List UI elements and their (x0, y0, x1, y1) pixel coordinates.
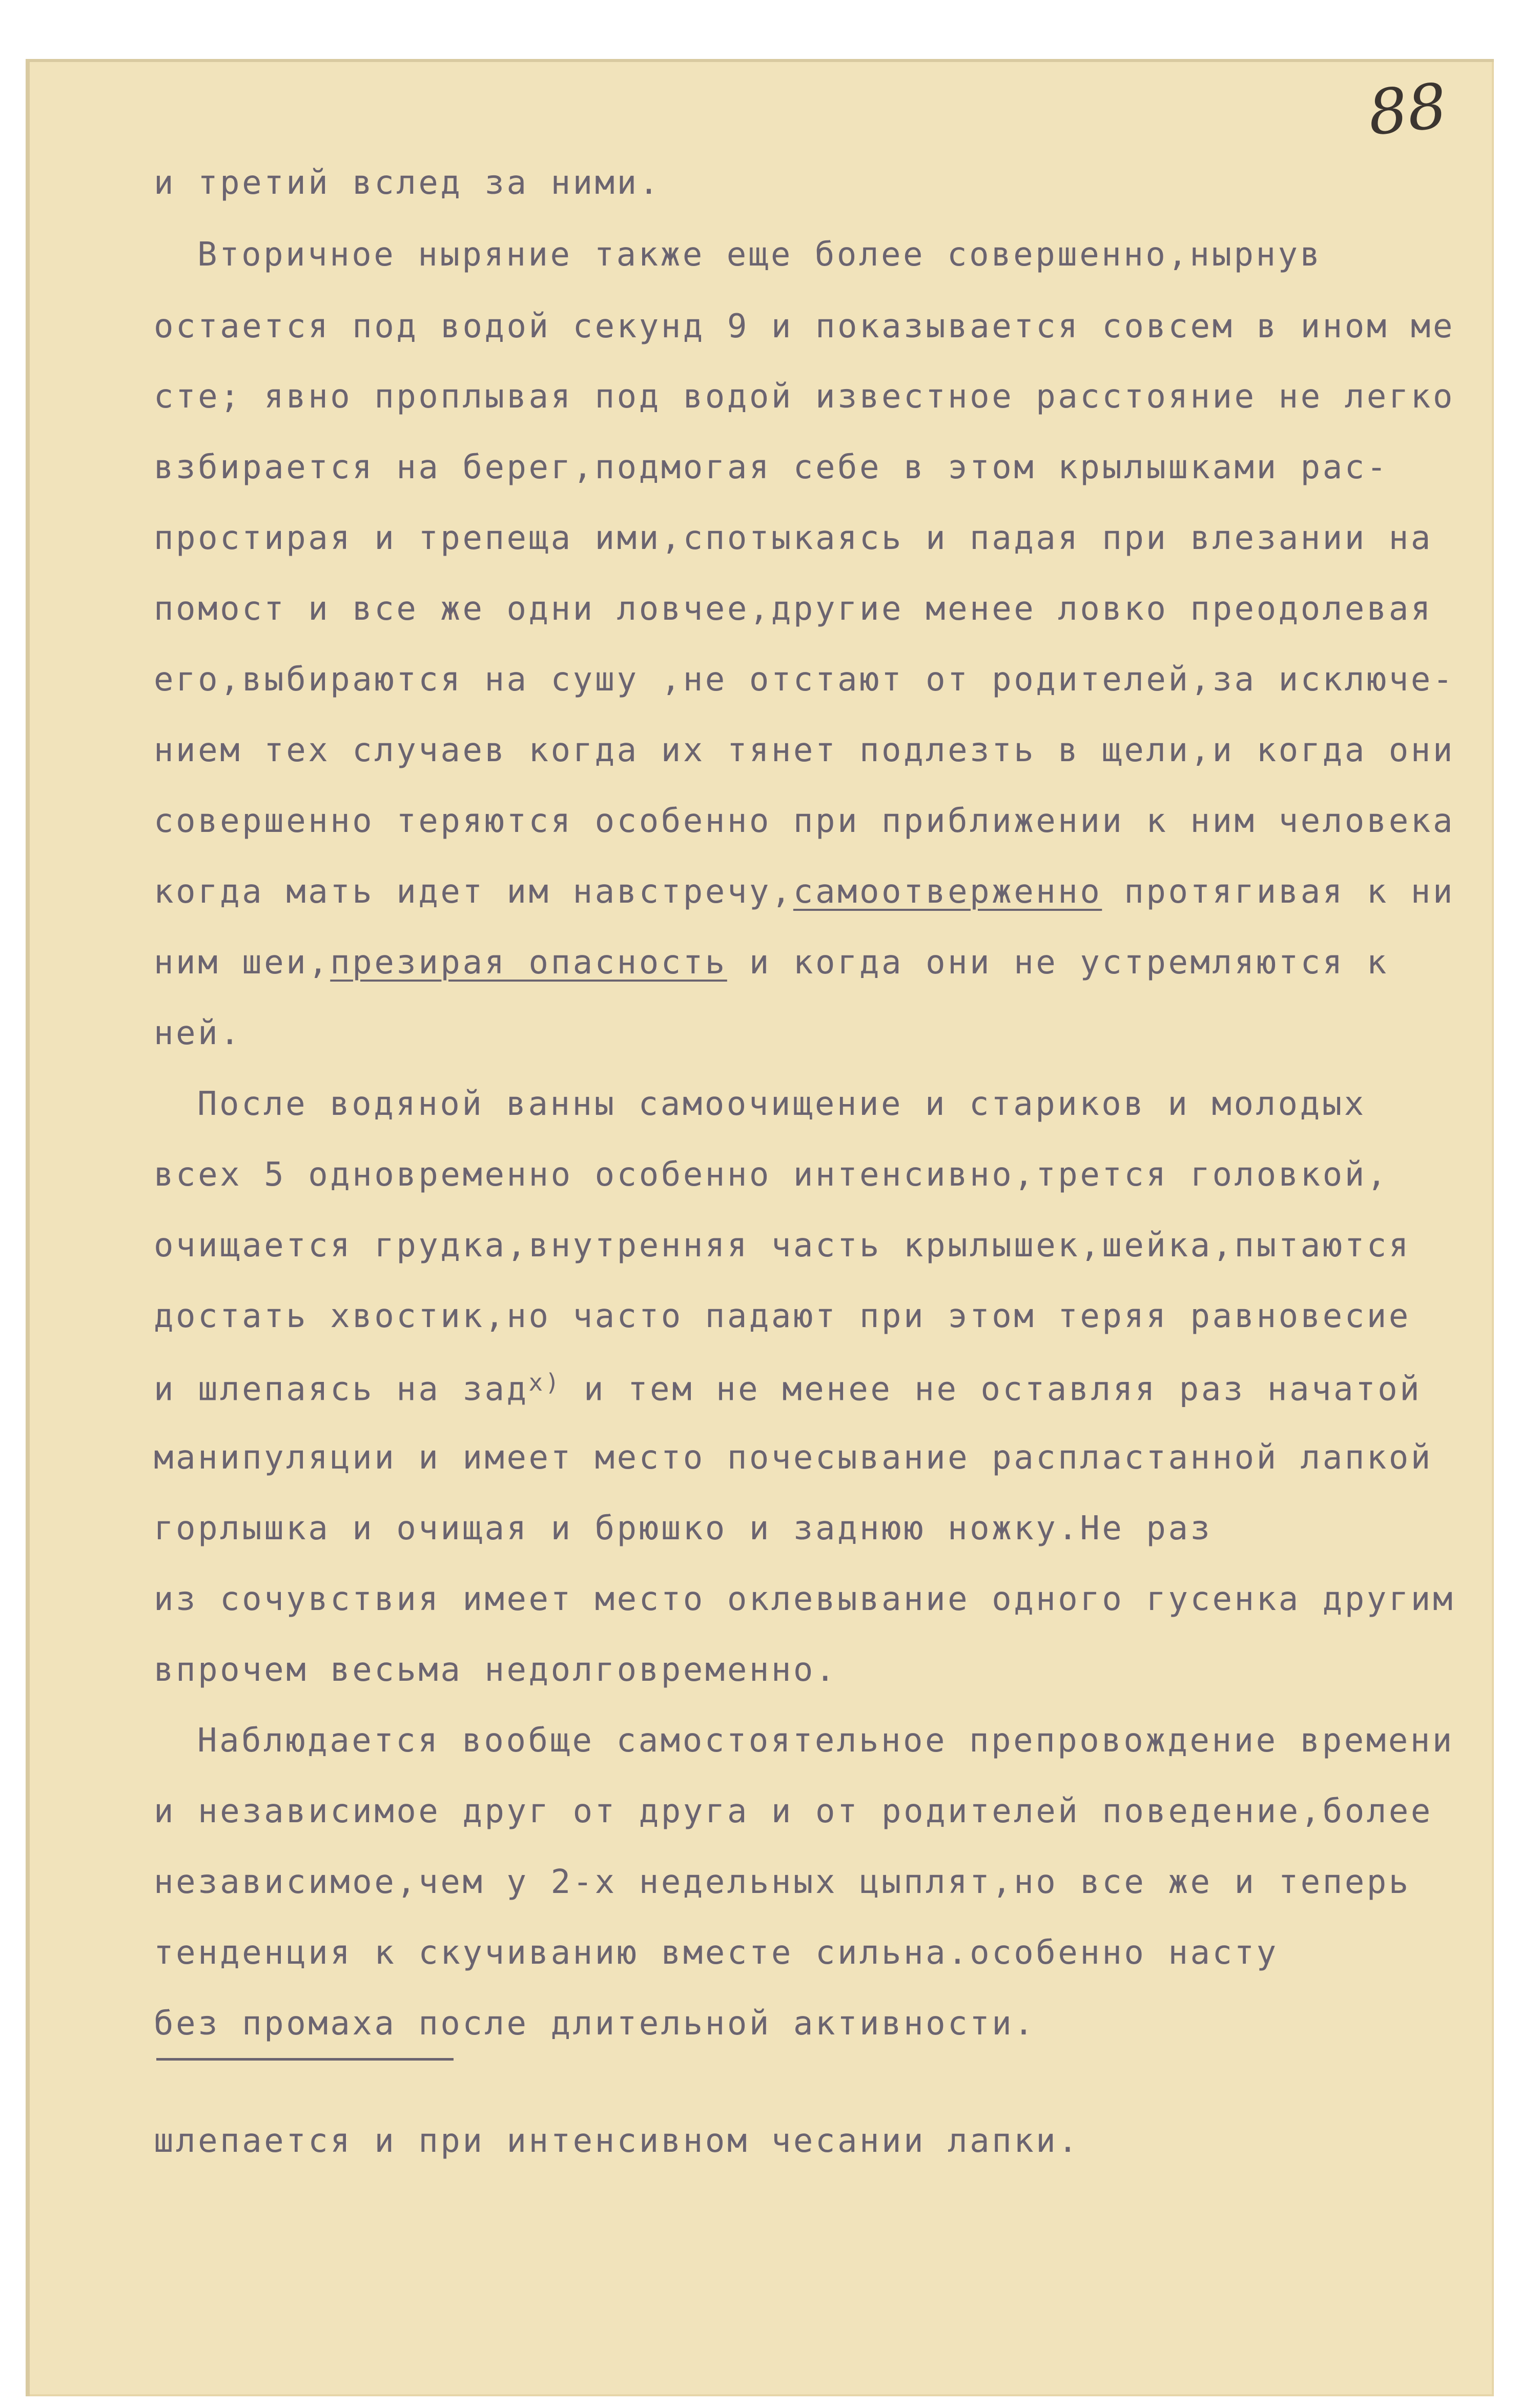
text-line: очищается грудка,внутренняя часть крылышек,шейка,пытаются (154, 1227, 1411, 1265)
text-line: сте; явно проплывая под водой известное расстояние не легко (154, 378, 1455, 416)
text-line: горлышка и очищая и брюшко и заднюю ножку.Не раз (154, 1510, 1213, 1547)
text-line: После водяной ванны самоочищение и стариков и молодых (197, 1085, 1366, 1123)
text-line: Вторичное ныряние также еще более совершенно,нырнув (197, 236, 1322, 274)
underlined-text: самоотверженно (793, 873, 1102, 911)
text-line: всех 5 одновременно особенно интенсивно,трется головкой, (154, 1156, 1389, 1194)
text-line: помост и все же одни ловчее,другие менее ловко преодолевая (154, 590, 1433, 628)
text-segment: когда мать идет им навстречу, (154, 873, 793, 911)
footnote-divider (156, 2058, 454, 2061)
text-segment: и шлепаясь на зад (154, 1370, 529, 1409)
text-line: ней. (154, 1014, 242, 1052)
text-line: манипуляции и имеет место почесывание распластанной лапкой (154, 1439, 1433, 1477)
text-line (154, 1369, 1422, 1409)
text-line: впрочем весьма недолговременно. (154, 1651, 837, 1689)
text-line: его,выбираются на сушу ,не отстают от родителей,за исключе- (154, 661, 1455, 699)
text-segment: ним шеи, (154, 944, 331, 982)
text-line (154, 944, 1389, 982)
text-line: без промаха после длительной активности. (154, 2005, 1036, 2043)
footnote-text: шлепается и при интенсивном чесании лапки. (154, 2122, 1080, 2160)
text-line: независимое,чем у 2-х недельных цыплят,но все же и теперь (154, 1863, 1411, 1901)
text-segment: протягивая к ни (1102, 873, 1455, 911)
text-line: совершенно теряются особенно при приближении к ним человека (154, 802, 1455, 840)
text-line: нием тех случаев когда их тянет подлезть в щели,и когда они (154, 731, 1455, 769)
page-number: 88 (1365, 70, 1450, 150)
text-line: простирая и трепеща ими,спотыкаясь и падая при влезании на (154, 519, 1433, 557)
underlined-text: презирая опасность (330, 944, 727, 982)
text-segment: и когда они не устремляются к (727, 944, 1389, 982)
text-line (154, 873, 1455, 911)
text-line: и независимое друг от друга и от родителей поведение,более (154, 1792, 1433, 1830)
text-line: остается под водой секунд 9 и показывается совсем в ином ме (154, 308, 1455, 345)
document-page (26, 59, 1494, 2396)
text-segment: и тем не менее не оставляя раз начатой (561, 1370, 1422, 1409)
text-line: из сочувствия имеет место оклевывание одного гусенка другим (154, 1580, 1455, 1618)
footnote-marker: x) (528, 1369, 562, 1396)
text-line: тенденция к скучиванию вместе сильна.особенно насту (154, 1934, 1279, 1972)
text-line: достать хвостик,но часто падают при этом теряя равновесие (154, 1297, 1411, 1335)
text-line: взбирается на берег,подмогая себе в этом крылышками рас- (154, 449, 1389, 486)
text-line: и третий вслед за ними. (154, 164, 661, 202)
text-line: Наблюдается вообще самостоятельное препровождение времени (197, 1722, 1454, 1760)
